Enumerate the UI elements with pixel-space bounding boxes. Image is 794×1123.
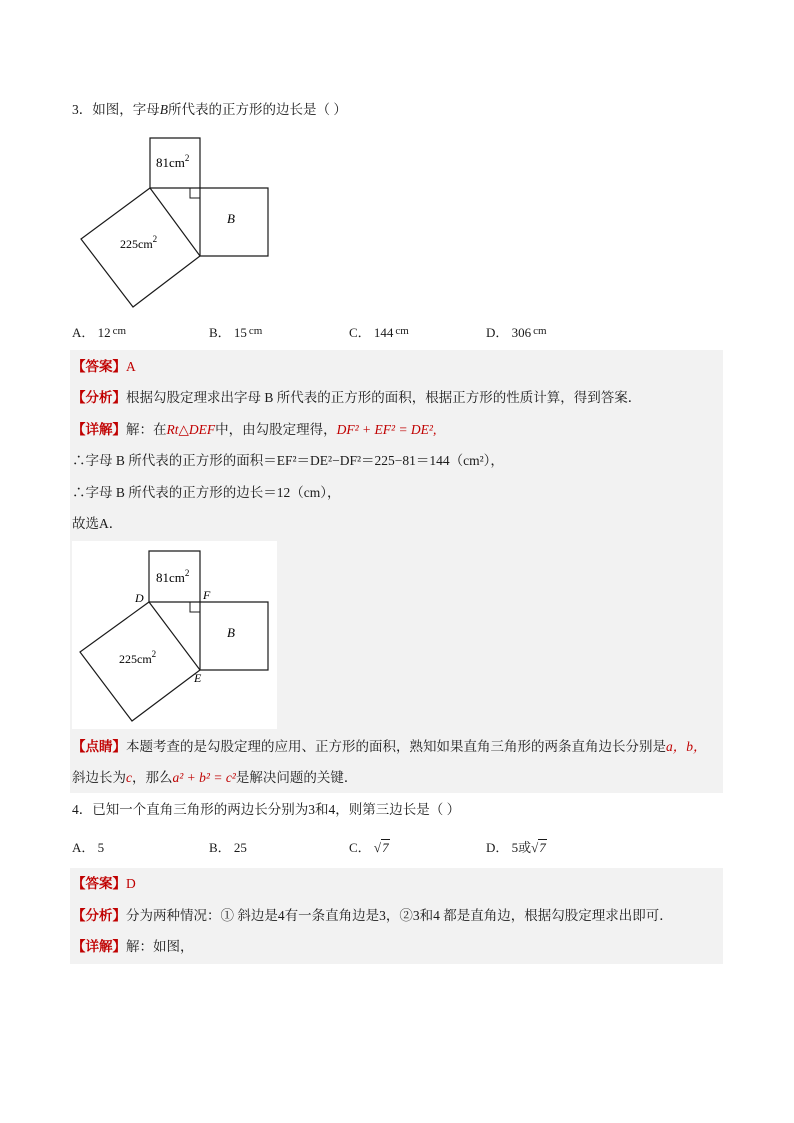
- q4-option-b: B． 25: [209, 840, 247, 855]
- q3-detail-2: ∴字母 B 所代表的正方形的面积＝EF²＝DE²−DF²＝225−81＝144（cm²），: [72, 453, 504, 468]
- label-81: $81cm^2$: [156, 153, 190, 170]
- svg-text:81cm2: $81cm^2$: [156, 568, 190, 585]
- q3-point-1: 【点睛】本题考查的是勾股定理的应用、正方形的面积，熟知如果直角三角形的两条直角边长分别是a，b，: [72, 739, 707, 754]
- q3-figure: [70, 130, 280, 315]
- label-d: D: [135, 591, 144, 605]
- q3-detail-1: 【详解】解：在Rt△DEF中，由勾股定理得，DF² + EF² = DE²,: [72, 422, 437, 437]
- q3-detail-3: ∴字母 B 所代表的正方形的边长＝12（cm），: [72, 485, 341, 500]
- q3-analysis: 【分析】根据勾股定理求出字母 B 所代表的正方形的面积，根据正方形的性质计算，得到答案．: [72, 390, 642, 405]
- q3-question: 3．如图，字母B所代表的正方形的边长是（ ）: [72, 102, 347, 117]
- q3-option-c: C． 144 $^{cm}$: [349, 325, 409, 340]
- q3-option-a: A． 12 $^{cm}$: [72, 325, 127, 340]
- q3-point-2: 斜边长为c，那么a² + b² = c²是解决问题的关键．: [72, 770, 358, 785]
- right-angle-mark: [190, 188, 200, 198]
- q3-detail-4: 故选A．: [72, 516, 123, 531]
- label-f: F: [203, 588, 211, 602]
- q3-option-b: B． 15 $^{cm}$: [209, 325, 263, 340]
- q4-answer: 【答案】D: [72, 876, 136, 891]
- q4-option-d: D． 5或√7: [486, 840, 546, 855]
- q4-analysis: 【分析】分为两种情况：① 斜边是4有一条直角边是3，②3和4 都是直角边，根据勾股定理求出即可．: [72, 908, 673, 923]
- q4-detail: 【详解】解：如图，: [72, 939, 194, 954]
- label-e: E: [194, 671, 202, 685]
- q3-figure2: [72, 541, 277, 729]
- svg-text:B: B: [227, 625, 235, 640]
- q4-question: 4．已知一个直角三角形的两边长分别为3和4，则第三边长是（ ）: [72, 802, 461, 817]
- svg-text:225cm2: $225cm^2$: [119, 649, 157, 666]
- label-b: B: [227, 211, 235, 226]
- q3-answer: 【答案】A: [72, 359, 136, 374]
- label-225: $225cm^2$: [120, 234, 158, 251]
- q4-option-c: C． √7: [349, 840, 389, 855]
- q3-option-d: D． 306 $^{cm}$: [486, 325, 547, 340]
- q4-option-a: A． 5: [72, 840, 105, 855]
